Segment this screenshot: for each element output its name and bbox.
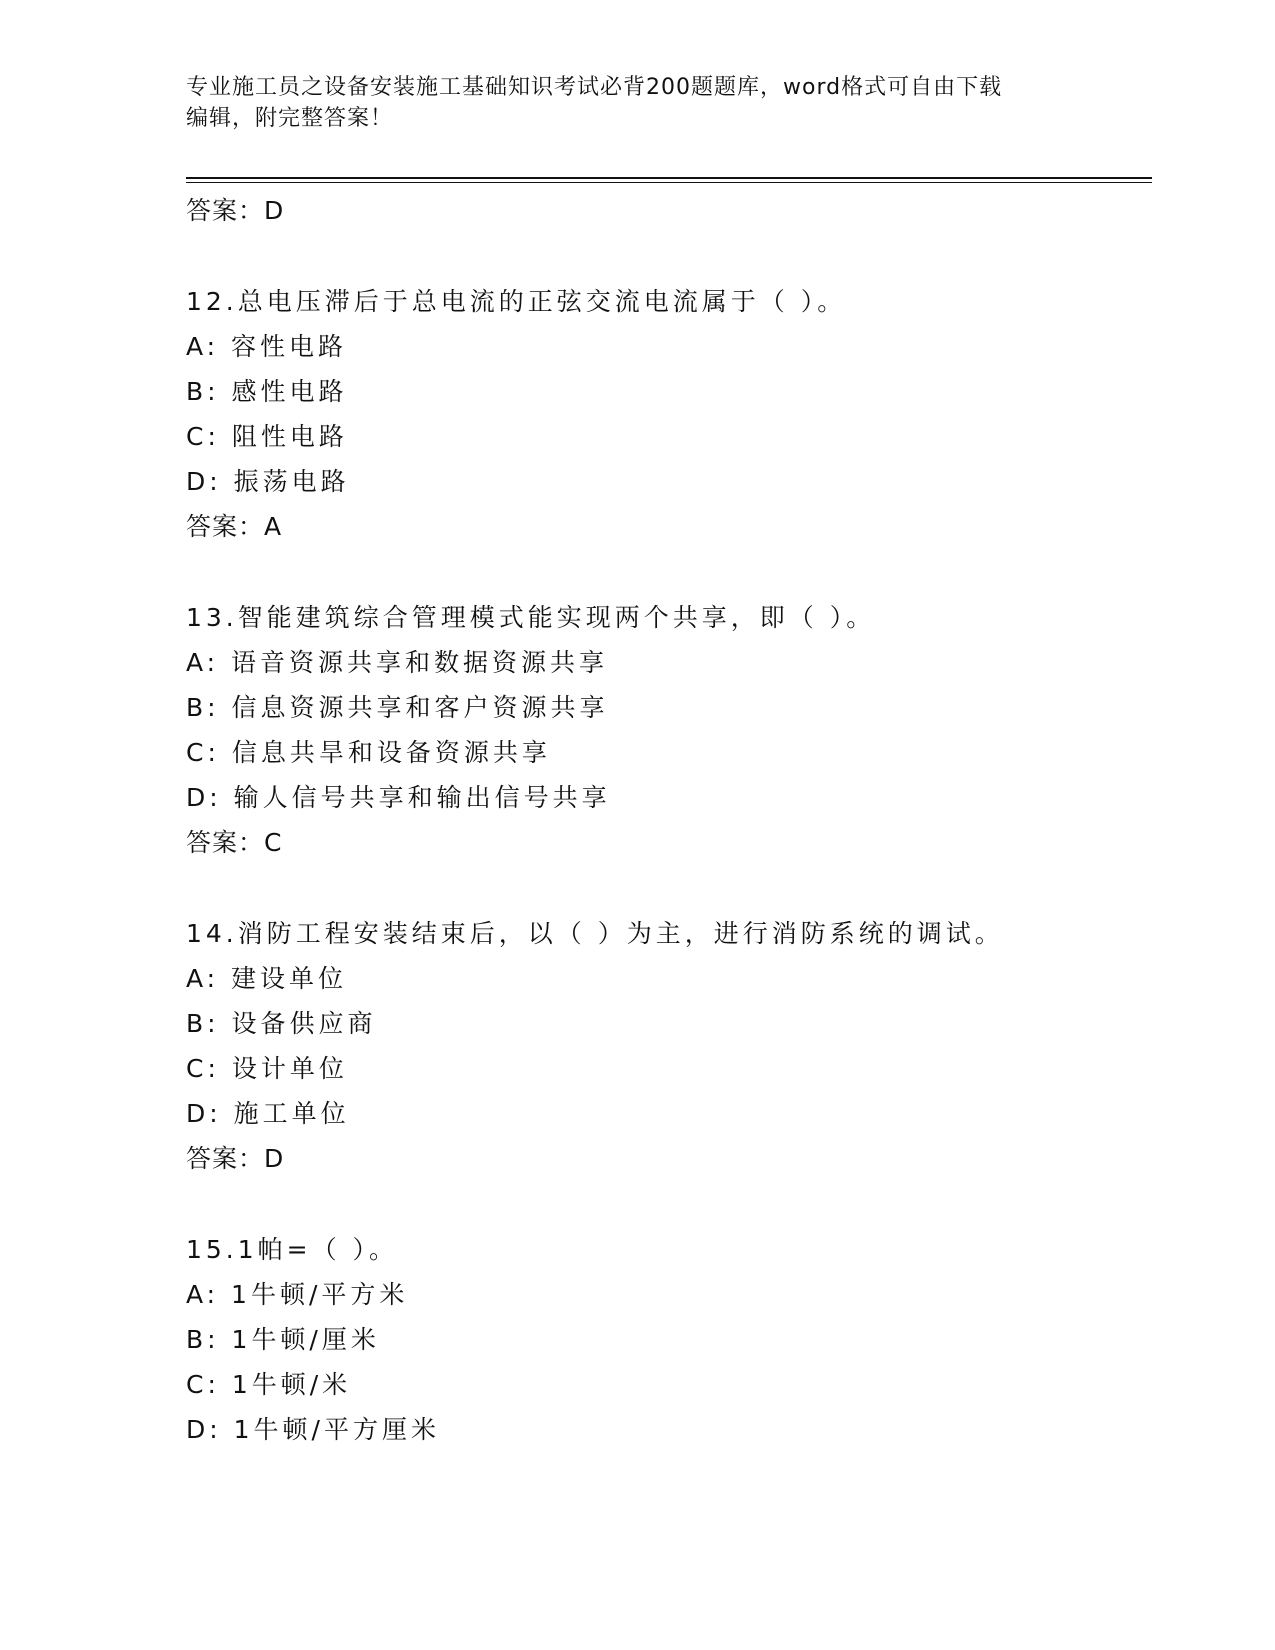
header-divider-thick [186,177,1152,179]
option-a: A: 1牛顿/平方米 [186,1280,409,1309]
header-title-line-2: 编辑，附完整答案！ [186,106,394,131]
answer-label: 答案：C [186,828,283,857]
spacer [186,1181,1146,1227]
question-block-12 [186,279,1146,549]
question-text: 15.1帕=（ ）。 [186,1235,399,1264]
spacer [186,233,1146,279]
question-text: 14.消防工程安装结束后，以（ ）为主，进行消防系统的调试。 [186,919,1004,948]
spacer [186,865,1146,911]
option-d: D: 施工单位 [186,1099,350,1128]
spacer [186,549,1146,595]
question-text: 12.总电压滞后于总电流的正弦交流电流属于（ ）。 [186,287,847,316]
question-block-15 [186,1227,1146,1452]
option-c: C: 信息共旱和设备资源共享 [186,738,551,767]
question-block-14 [186,911,1146,1181]
answer-label: 答案：A [186,512,283,541]
option-b: B: 设备供应商 [186,1009,377,1038]
header-divider-thin [186,182,1152,183]
question-text: 13.智能建筑综合管理模式能实现两个共享，即（ ）。 [186,603,876,632]
option-b: B: 感性电路 [186,377,348,406]
option-c: C: 1牛顿/米 [186,1370,352,1399]
question-list [186,188,1146,1452]
answer-label: 答案：D [186,1144,285,1173]
option-b: B: 信息资源共享和客户资源共享 [186,693,609,722]
answer-label: 答案：D [186,196,285,225]
option-a: A: 容性电路 [186,332,348,361]
option-c: C: 设计单位 [186,1054,348,1083]
option-c: C: 阻性电路 [186,422,348,451]
header-title-line-1: 专业施工员之设备安装施工基础知识考试必背200题题库，word格式可自由下载 [186,75,1003,100]
question-block-13 [186,595,1146,865]
option-d: D: 1牛顿/平方厘米 [186,1415,440,1444]
option-d: D: 振荡电路 [186,467,350,496]
option-a: A: 语音资源共享和数据资源共享 [186,648,609,677]
option-d: D: 输人信号共享和输出信号共享 [186,783,611,812]
option-a: A: 建设单位 [186,964,348,993]
option-b: B: 1牛顿/厘米 [186,1325,380,1354]
document-header [186,72,1066,134]
